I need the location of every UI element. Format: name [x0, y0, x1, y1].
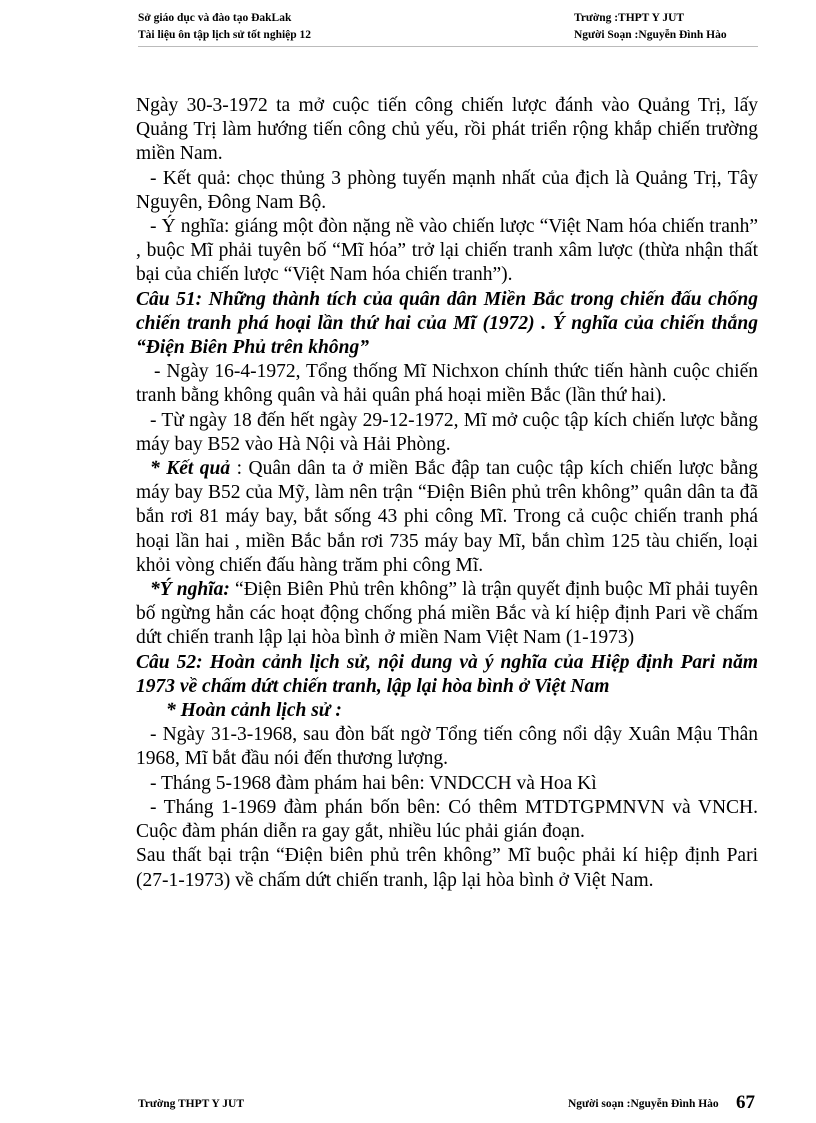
header-right: [574, 10, 727, 44]
header-divider: [138, 46, 758, 47]
paragraph-meaning: - Ý nghĩa: giáng một đòn nặng nề vào chiến lược “Việt Nam hóa chiến tranh” , buộc Mĩ phải tuyên bố “Mĩ hóa” trở lại chiến tranh xâm lược (thừa nhận thất bại của chiến lược “Việt Nam hóa chiến tranh”).: [136, 216, 758, 286]
footer-author: Người soạn :Nguyễn Đình Hào: [568, 1098, 719, 1110]
paragraph-quang-tri: Ngày 30-3-1972 ta mở cuộc tiến công chiến lược đánh vào Quảng Trị, lấy Quảng Trị làm hướng tiến công chủ yếu, rồi phát triển rộng khắp chiến trường miền Nam.: [136, 95, 758, 165]
question-52-heading: Câu 52: Hoàn cảnh lịch sử, nội dung và ý nghĩa của Hiệp định Pari năm 1973 về chấm dứt chiến tranh, lập lại hòa bình ở Việt Nam: [136, 651, 758, 697]
significance-label: *Ý nghĩa:: [150, 579, 230, 601]
paragraph-two-party-talks: - Tháng 5-1968 đàm phám hai bên: VNDCCH và Hoa Kì: [150, 772, 597, 794]
historical-context-heading: * Hoàn cảnh lịch sử :: [166, 700, 342, 722]
paragraph-results: [136, 457, 758, 578]
footer-school: Trường THPT Y JUT: [138, 1098, 245, 1110]
page-body: [136, 94, 758, 893]
paragraph-four-party-talks: - Tháng 1-1969 đàm phán bốn bên: Có thêm MTDTGPMNVN và VNCH. Cuộc đàm phán diễn ra gay gắt, nhiều lúc phải gián đoạn.: [136, 796, 758, 843]
paragraph-b52-raid: - Từ ngày 18 đến hết ngày 29-12-1972, Mĩ mở cuộc tập kích chiến lược bằng máy bay B52 vào Hà Nội và Hải Phòng.: [136, 409, 758, 455]
question-51-heading: Câu 51: Những thành tích của quân dân Miền Bắc trong chiến đấu chống chiến tranh phá hoại lần thứ hai của Mĩ (1972) . Ý nghĩa của chiến thắng “Điện Biên Phủ trên không”: [136, 288, 758, 359]
header-department: Sở giáo dục và đào tạo ĐakLak: [138, 12, 292, 24]
paragraph-nixon-war: - Ngày 16-4-1972, Tổng thống Mĩ Nichxon chính thức tiến hành cuộc chiến tranh bằng không quân và hải quân phá hoại miền Bắc (lần thứ hai).: [136, 361, 758, 407]
paragraph-negotiation-start: - Ngày 31-3-1968, sau đòn bất ngờ Tổng tiến công nổi dậy Xuân Mậu Thân 1968, Mĩ bắt đầu nói đến thương lượng.: [136, 724, 758, 770]
header-author: Người Soạn :Nguyễn Đình Hào: [574, 29, 727, 41]
page-number: 67: [736, 1092, 755, 1113]
results-label: * Kết quả: [150, 458, 231, 480]
significance-text: “Điện Biên Phủ trên không” là trận quyết định buộc Mĩ phải tuyên bố ngừng hẳn các hoạt động chống phá miền Bắc và kí hiệp định Pari về chấm dứt chiến tranh lập lại hòa bình ở miền Nam Việt Nam (1-1973): [136, 579, 758, 649]
header-document-title: Tài liệu ôn tập lịch sử tốt nghiệp 12: [138, 29, 312, 41]
header-school: Trường :THPT Y JUT: [574, 12, 685, 24]
header-left: [138, 10, 311, 44]
paragraph-paris-agreement: Sau thất bại trận “Điện biên phủ trên không” Mĩ buộc phải kí hiệp định Pari (27-1-1973) về chấm dứt chiến tranh, lập lại hòa bình ở Việt Nam.: [136, 845, 758, 891]
results-text: : Quân dân ta ở miền Bắc đập tan cuộc tập kích chiến lược bằng máy bay B52 của Mỹ, làm nên trận “Điện Biên phủ trên không” quân dân ta đã bắn rơi 81 máy bay, bắt sống 43 phi công Mĩ. Trong cả cuộc chiến tranh phá hoại lần hai , miền Bắc bắn rơi 735 máy bay Mĩ, bắn chìm 125 tàu chiến, loại khỏi vòng chiến đấu hàng trăm phi công Mĩ.: [136, 458, 758, 576]
paragraph-result: - Kết quả: chọc thủng 3 phòng tuyến mạnh nhất của địch là Quảng Trị, Tây Nguyên, Đông Nam Bộ.: [136, 167, 758, 213]
paragraph-significance: [136, 578, 758, 651]
